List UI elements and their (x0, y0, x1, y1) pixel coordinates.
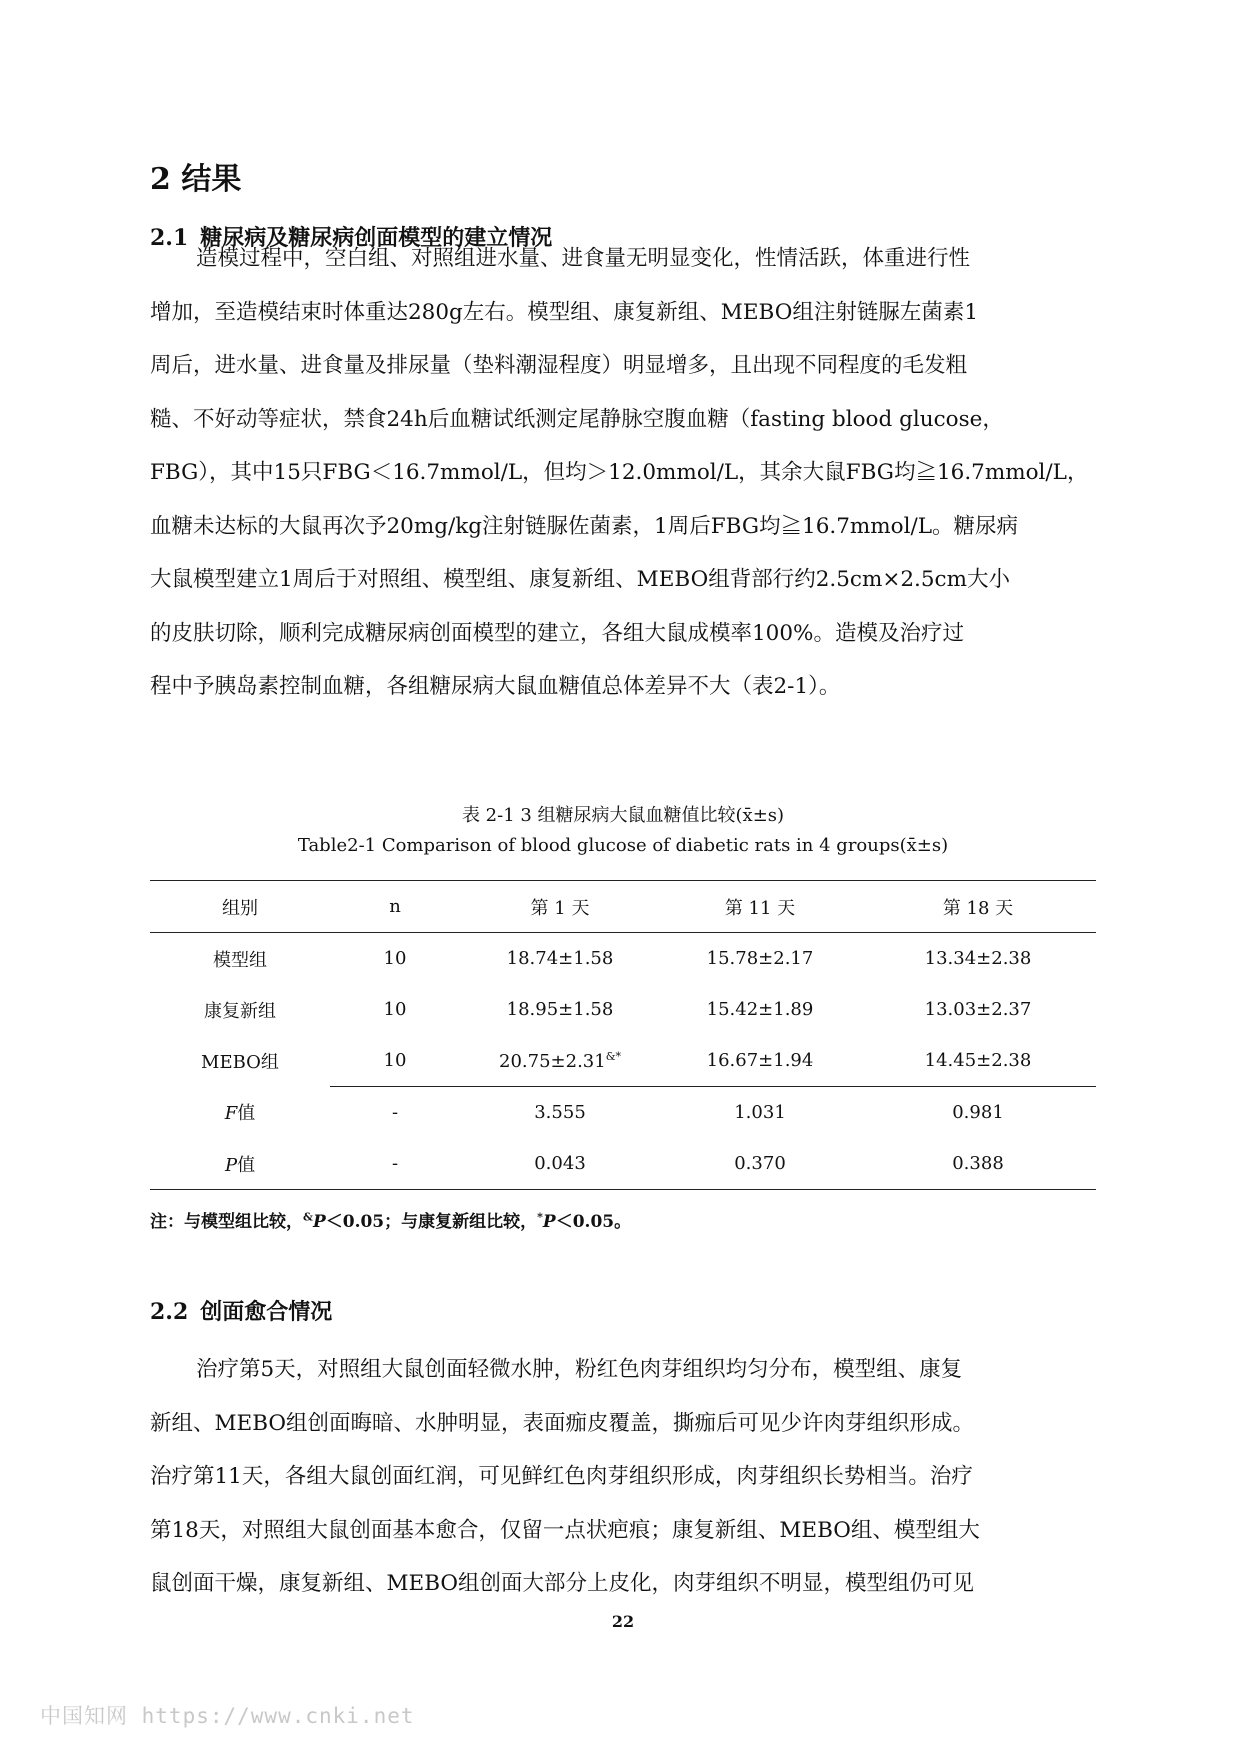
header-day1: 第 1 天 (530, 897, 590, 919)
blood-glucose-table (150, 880, 1096, 1190)
paragraph-line: 大鼠模型建立1周后于对照组、模型组、康复新组、MEBO组背部行约2.5cm×2.5cm大小 (150, 567, 1010, 592)
stat-suffix: 值 (237, 1154, 256, 1176)
stat-symbol: F (224, 1103, 238, 1125)
table-header-row (150, 881, 1096, 933)
cell-day11: 16.67±1.94 (706, 1050, 814, 1071)
cell-day18: 13.03±2.37 (924, 999, 1032, 1020)
stat-symbol: P (224, 1154, 238, 1176)
cell-stat-label (150, 1087, 330, 1139)
cell-day11: 15.78±2.17 (706, 948, 814, 969)
cell-day11: 1.031 (660, 1087, 860, 1139)
table-row (150, 933, 1096, 985)
note-mid: ＜0.05；与康复新组比较， (325, 1212, 538, 1232)
subsection-heading-2-2 (150, 1296, 332, 1328)
table-row-f-value (150, 1087, 1096, 1139)
cell-n: - (330, 1087, 460, 1139)
paragraph-line: 血糖未达标的大鼠再次予20mg/kg注射链脲佐菌素，1周后FBG均≧16.7mmol/L。糖尿病 (150, 513, 1019, 539)
subsection-title: 创面愈合情况 (200, 1299, 333, 1325)
subsection-number: 2.2 (150, 1299, 189, 1325)
cell-day1 (460, 1035, 660, 1087)
cell-group: MEBO组 (201, 1051, 279, 1073)
subsection-number: 2.1 (150, 225, 189, 251)
cell-n: 10 (383, 999, 407, 1020)
paragraph-line: 程中予胰岛素控制血糖，各组糖尿病大鼠血糖值总体差异不大（表2-1）。 (150, 674, 841, 699)
cell-day1: 18.95±1.58 (506, 999, 614, 1020)
stat-suffix: 值 (237, 1103, 256, 1125)
significance-marker: &* (605, 1049, 621, 1063)
table-title-cn: 表 2-1 3 组糖尿病大鼠血糖值比较(x̄±s) (461, 805, 785, 826)
cell-group: 康复新组 (204, 1000, 276, 1022)
table-title-en: Table2-1 Comparison of blood glucose of diabetic rats in 4 groups(x̄±s) (297, 835, 949, 856)
note-p-1: P (312, 1212, 326, 1232)
cell-day18: 14.45±2.38 (924, 1050, 1032, 1071)
paragraph-line: 糙、不好动等症状，禁食24h后血糖试纸测定尾静脉空腹血糖（fasting blood glucose， (150, 406, 1004, 432)
cell-day1: 3.555 (460, 1087, 660, 1139)
header-day11: 第 11 天 (724, 897, 796, 919)
note-prefix: 注：与模型组比较， (150, 1212, 303, 1232)
cell-day18: 13.34±2.38 (924, 948, 1032, 969)
note-end: ＜0.05。 (555, 1212, 632, 1232)
table-row (150, 984, 1096, 1035)
cell-group: 模型组 (213, 949, 267, 971)
paragraph-line: 增加，至造模结束时体重达280g左右。模型组、康复新组、MEBO组注射链脲左菌素1 (150, 299, 979, 325)
cell-day1-value: 20.75±2.31 (499, 1050, 606, 1072)
section-title: 2 结果 (150, 162, 242, 197)
table-note (150, 1207, 631, 1232)
paragraph-model-establishment (150, 232, 1096, 714)
cell-stat-label (150, 1138, 330, 1190)
cell-day1: 18.74±1.58 (506, 948, 614, 969)
cell-n: 10 (383, 1050, 407, 1071)
note-symbol-2: * (537, 1210, 543, 1224)
page-number: 22 (611, 1612, 635, 1631)
note-symbol-1: & (303, 1210, 313, 1224)
paragraph-line: 鼠创面干燥，康复新组、MEBO组创面大部分上皮化，肉芽组织不明显，模型组仍可见 (150, 1571, 975, 1596)
header-day18: 第 18 天 (942, 897, 1014, 919)
paragraph-line: 第18天，对照组大鼠创面基本愈合，仅留一点状疤痕；康复新组、MEBO组、模型组大 (150, 1517, 980, 1543)
subsection-title: 糖尿病及糖尿病创面模型的建立情况 (200, 225, 553, 251)
paragraph-line: 造模过程中，空白组、对照组进水量、进食量无明显变化，性情活跃，体重进行性 (196, 246, 971, 271)
paragraph-wound-healing (150, 1343, 1096, 1611)
cell-day18: 0.981 (860, 1087, 1096, 1139)
header-group: 组别 (222, 897, 258, 919)
paragraph-line: 治疗第11天，各组大鼠创面红润，可见鲜红色肉芽组织形成，肉芽组织长势相当。治疗 (150, 1464, 973, 1489)
header-n: n (389, 896, 401, 917)
cell-n: 10 (383, 948, 407, 969)
paragraph-line: 周后，进水量、进食量及排尿量（垫料潮湿程度）明显增多，且出现不同程度的毛发粗 (150, 353, 968, 378)
cell-day11: 0.370 (734, 1153, 786, 1174)
cell-n: - (391, 1153, 399, 1174)
note-p-2: P (542, 1212, 556, 1232)
paragraph-line: 的皮肤切除，顺利完成糖尿病创面模型的建立，各组大鼠成模率100%。造模及治疗过 (150, 620, 964, 646)
table-row (150, 1035, 1096, 1087)
paragraph-line: 治疗第5天，对照组大鼠创面轻微水肿，粉红色肉芽组织均匀分布，模型组、康复 (196, 1357, 963, 1382)
cnki-watermark: 中国知网 https://www.cnki.net (40, 1704, 415, 1728)
cell-day1: 0.043 (534, 1153, 586, 1174)
paragraph-line: FBG），其中15只FBG＜16.7mmol/L，但均＞12.0mmol/L，其余大鼠FBG均≧16.7mmol/L， (150, 460, 1089, 485)
cell-day18: 0.388 (952, 1153, 1004, 1174)
table-row-p-value (150, 1138, 1096, 1190)
paragraph-line: 新组、MEBO组创面晦暗、水肿明显，表面痂皮覆盖，撕痂后可见少许肉芽组织形成。 (150, 1410, 975, 1436)
cell-day11: 15.42±1.89 (706, 999, 814, 1020)
